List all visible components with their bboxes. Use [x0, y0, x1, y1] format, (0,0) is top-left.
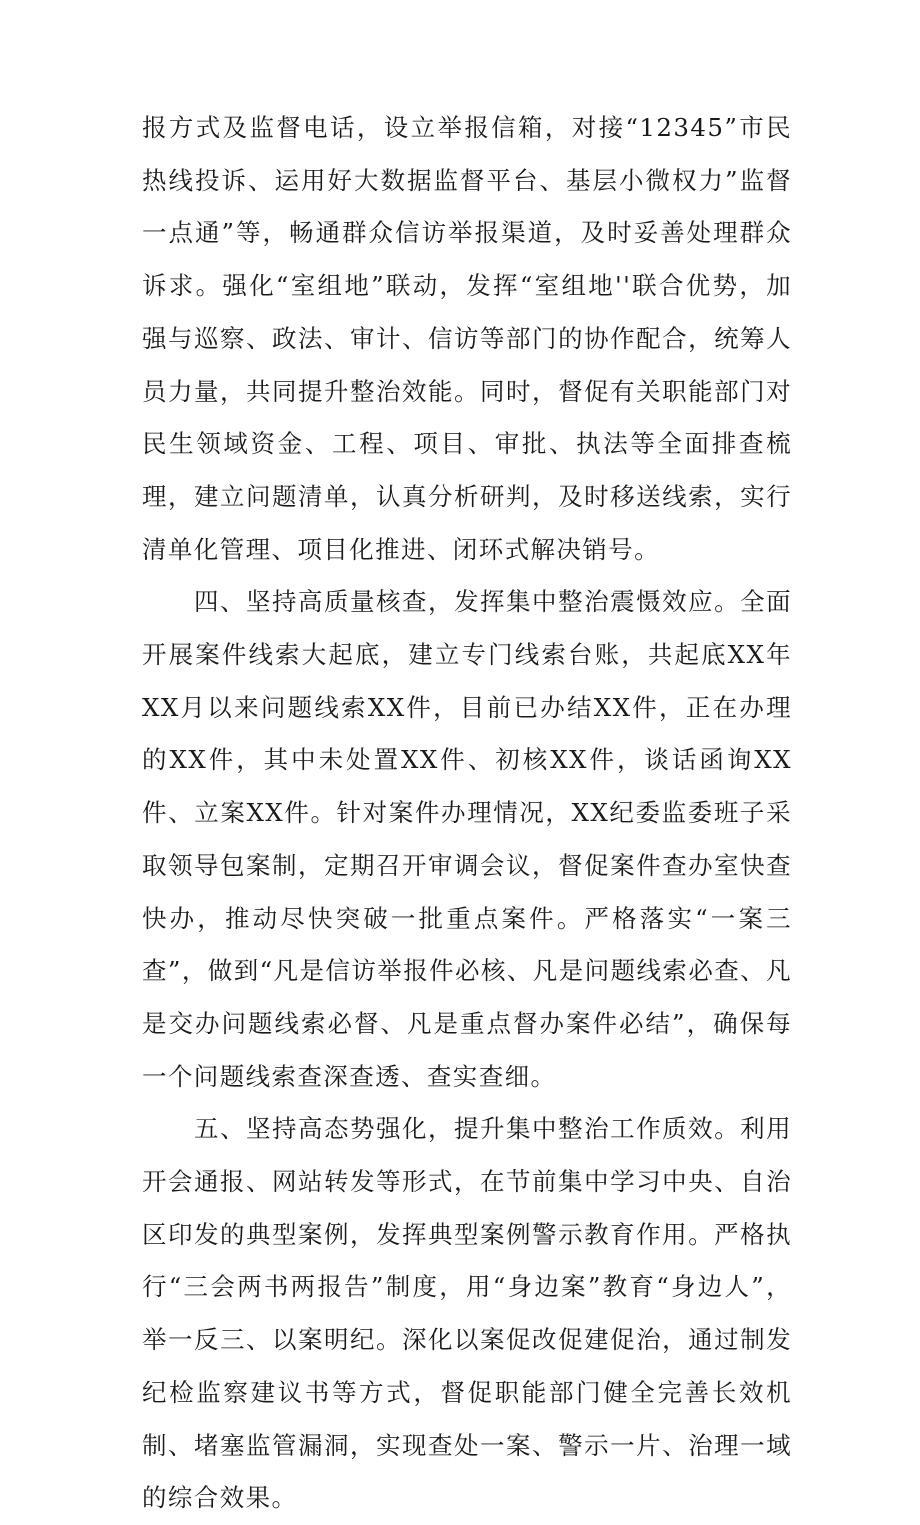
paragraph-continuation: 报方式及监督电话，设立举报信箱，对接“12345”市民热线投诉、运用好大数据监督平台、基层小微权力”监督一点通”等，畅通群众信访举报渠道，及时妥善处理群众诉求。强化“室组地”联动，发挥“室组地''联合优势，加强与巡察、政法、审计、信访等部门的协作配合，统筹人员力量，共同提升整治效能。同时，督促有关职能部门对民生领域资金、工程、项目、审批、执法等全面排查梳理，建立问题清单，认真分析研判，及时移送线索，实行清单化管理、项目化推进、闭环式解决销号。	[142, 113, 792, 564]
document-page	[142, 102, 792, 1525]
paragraph-section-four: 四、坚持高质量核查，发挥集中整治震慑效应。全面开展案件线索大起底，建立专门线索台账，共起底XX年XX月以来问题线索XX件，目前已办结XX件，正在办理的XX件，其中未处置XX件、初核XX件，谈话函询XX件、立案XX件。针对案件办理情况，XX纪委监委班子采取领导包案制，定期召开审调会议，督促案件查办室快查快办，推动尽快突破一批重点案件。严格落实“一案三查”，做到“凡是信访举报件必核、凡是问题线索必查、凡是交办问题线索必督、凡是重点督办案件必结”，确保每一个问题线索查深查透、查实查细。	[142, 587, 792, 1091]
paragraph-section-five: 五、坚持高态势强化，提升集中整治工作质效。利用开会通报、网站转发等形式，在节前集中学习中央、自治区印发的典型案例，发挥典型案例警示教育作用。严格执行“三会两书两报告”制度，用“身边案”教育“身边人”，举一反三、以案明纪。深化以案促改促建促治，通过制发纪检监察建议书等方式，督促职能部门健全完善长效机制、堵塞监管漏洞，实现查处一案、警示一片、治理一域的综合效果。	[142, 1114, 792, 1513]
